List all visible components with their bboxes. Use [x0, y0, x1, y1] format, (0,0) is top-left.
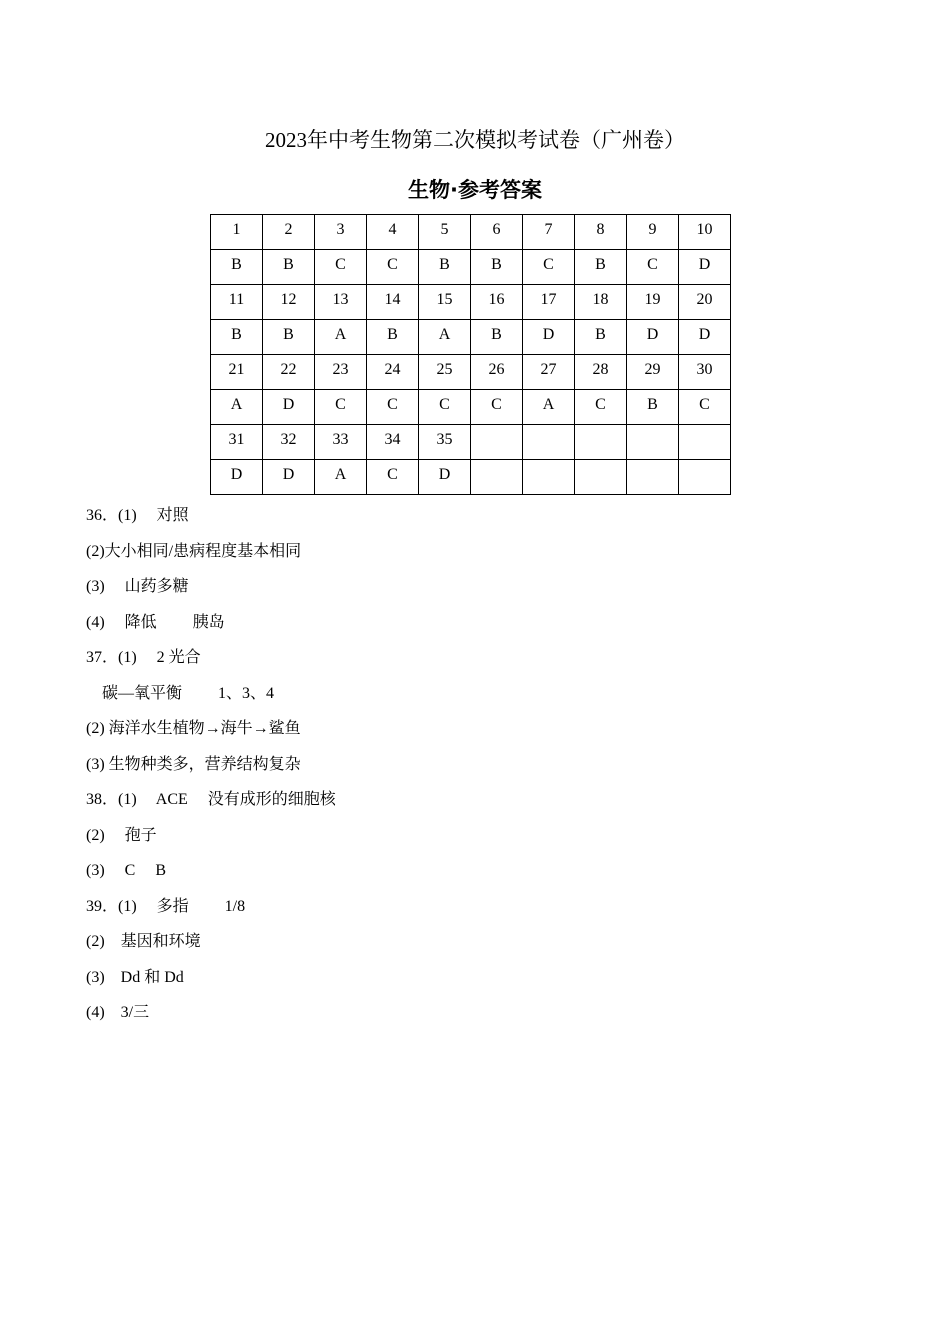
- question-number-cell: 34: [367, 425, 419, 460]
- question-number-cell: [575, 425, 627, 460]
- answer-letter-cell: D: [679, 320, 731, 355]
- answer-line: (3) 生物种类多，营养结构复杂: [86, 755, 301, 773]
- answer-letter-cell: D: [419, 460, 471, 495]
- answer-letter-cell: B: [471, 320, 523, 355]
- answer-letter-cell: C: [471, 390, 523, 425]
- question-number-cell: 4: [367, 215, 419, 250]
- answer-letter-cell: D: [679, 250, 731, 285]
- answer-line: (3) Dd 和 Dd: [86, 968, 184, 986]
- question-number-cell: 10: [679, 215, 731, 250]
- answer-letter-cell: D: [627, 320, 679, 355]
- question-number-cell: 28: [575, 355, 627, 390]
- answer-letter-cell: [471, 460, 523, 495]
- answer-line: 37．(1) 2 光合: [86, 649, 201, 666]
- question-number-cell: 24: [367, 355, 419, 390]
- question-number-cell: 31: [211, 425, 263, 460]
- answer-line: 碳—氧平衡 1、3、4: [86, 684, 275, 702]
- question-number-cell: 32: [263, 425, 315, 460]
- question-number-cell: 20: [679, 285, 731, 320]
- question-number-cell: 17: [523, 285, 575, 320]
- answer-letter-cell: B: [367, 320, 419, 355]
- question-number-row: [211, 285, 731, 320]
- answer-letter-cell: A: [523, 390, 575, 425]
- answer-letter-cell: [679, 460, 731, 495]
- question-number-cell: [471, 425, 523, 460]
- document-title: 2023年中考生物第二次模拟考试卷（广州卷）: [265, 128, 685, 152]
- question-number-cell: 18: [575, 285, 627, 320]
- answer-letter-cell: B: [575, 320, 627, 355]
- answer-letter-cell: A: [419, 320, 471, 355]
- answer-letter-cell: B: [211, 320, 263, 355]
- question-number-cell: 11: [211, 285, 263, 320]
- answer-line: (2) 孢子: [86, 826, 157, 844]
- answer-letter-cell: B: [627, 390, 679, 425]
- answer-letter-cell: C: [523, 250, 575, 285]
- question-number-cell: 9: [627, 215, 679, 250]
- question-number-cell: 26: [471, 355, 523, 390]
- answer-line: (3) C B: [86, 862, 167, 879]
- answer-letter-cell: D: [263, 460, 315, 495]
- answer-letter-cell: C: [315, 250, 367, 285]
- question-number-cell: [523, 425, 575, 460]
- question-number-cell: 14: [367, 285, 419, 320]
- answer-letter-cell: A: [211, 390, 263, 425]
- answer-letter-cell: [575, 460, 627, 495]
- answer-letter-row: [211, 320, 731, 355]
- question-number-cell: 29: [627, 355, 679, 390]
- question-number-cell: [679, 425, 731, 460]
- question-number-cell: 15: [419, 285, 471, 320]
- answer-letter-cell: B: [263, 320, 315, 355]
- question-number-cell: 6: [471, 215, 523, 250]
- answer-letter-cell: C: [367, 390, 419, 425]
- answer-line: (3) 山药多糖: [86, 578, 189, 595]
- question-number-cell: 3: [315, 215, 367, 250]
- answer-letter-cell: C: [627, 250, 679, 285]
- question-number-row: [211, 215, 731, 250]
- answer-letter-cell: D: [211, 460, 263, 495]
- question-number-cell: 30: [679, 355, 731, 390]
- question-number-cell: 8: [575, 215, 627, 250]
- answer-letter-cell: A: [315, 320, 367, 355]
- question-number-cell: 1: [211, 215, 263, 250]
- answer-line: (2) 基因和环境: [86, 933, 201, 950]
- answer-letter-cell: C: [679, 390, 731, 425]
- answer-table: [210, 214, 731, 495]
- answer-letter-cell: D: [523, 320, 575, 355]
- question-number-cell: 7: [523, 215, 575, 250]
- question-number-row: [211, 425, 731, 460]
- answer-letter-cell: C: [367, 460, 419, 495]
- question-number-cell: 2: [263, 215, 315, 250]
- question-number-cell: 12: [263, 285, 315, 320]
- answer-letter-cell: C: [315, 390, 367, 425]
- answer-letter-cell: C: [575, 390, 627, 425]
- question-number-cell: [627, 425, 679, 460]
- answer-letter-cell: C: [367, 250, 419, 285]
- answer-letter-cell: C: [419, 390, 471, 425]
- answer-line: (4) 降低 胰岛: [86, 613, 225, 631]
- question-number-cell: 19: [627, 285, 679, 320]
- question-number-cell: 5: [419, 215, 471, 250]
- answer-letter-cell: [523, 460, 575, 495]
- answer-letter-cell: B: [263, 250, 315, 285]
- question-number-cell: 25: [419, 355, 471, 390]
- answer-line: (4) 3/三: [86, 1004, 150, 1021]
- question-number-cell: 35: [419, 425, 471, 460]
- answer-letter-row: [211, 390, 731, 425]
- answer-letter-cell: B: [471, 250, 523, 285]
- answer-line: 38．(1) ACE 没有成形的细胞核: [86, 791, 336, 808]
- answer-letter-row: [211, 250, 731, 285]
- answer-letter-cell: B: [575, 250, 627, 285]
- question-number-cell: 16: [471, 285, 523, 320]
- question-number-cell: 22: [263, 355, 315, 390]
- answer-letter-cell: A: [315, 460, 367, 495]
- question-number-cell: 27: [523, 355, 575, 390]
- answer-letter-cell: [627, 460, 679, 495]
- answer-letter-cell: B: [419, 250, 471, 285]
- answer-line: (2)大小相同/患病程度基本相同: [86, 542, 302, 560]
- question-number-row: [211, 355, 731, 390]
- answer-letter-row: [211, 460, 731, 495]
- question-number-cell: 13: [315, 285, 367, 320]
- answer-line: 39．(1) 多指 1/8: [86, 897, 246, 915]
- answer-line: (2) 海洋水生植物→海牛→鲨鱼: [86, 720, 301, 737]
- answer-letter-cell: B: [211, 250, 263, 285]
- document-subtitle: 生物·参考答案: [408, 178, 542, 202]
- answer-letter-cell: D: [263, 390, 315, 425]
- question-number-cell: 21: [211, 355, 263, 390]
- question-number-cell: 33: [315, 425, 367, 460]
- question-number-cell: 23: [315, 355, 367, 390]
- answer-line: 36．(1) 对照: [86, 507, 189, 524]
